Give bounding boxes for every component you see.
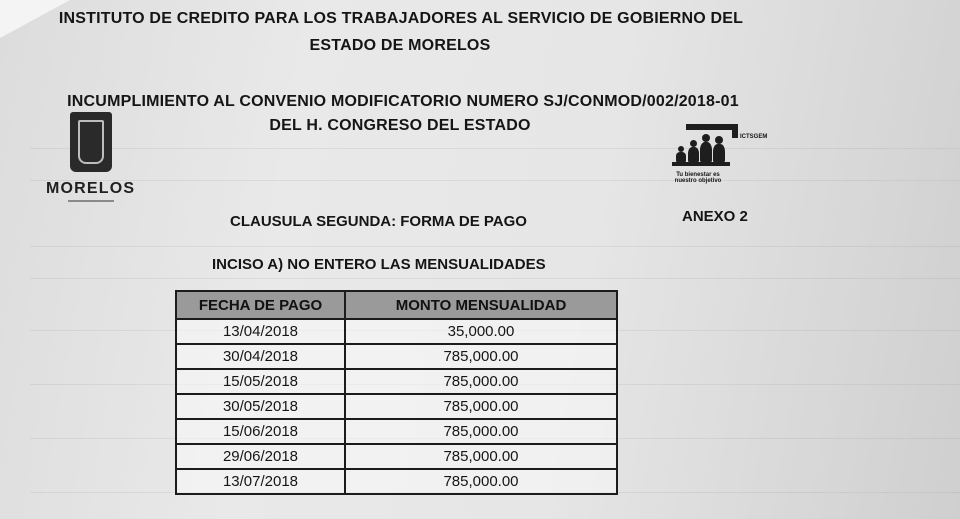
table-row (176, 394, 617, 419)
cell-monto: 35,000.00 (345, 319, 617, 344)
header-monto-mensualidad: MONTO MENSUALIDAD (345, 291, 617, 319)
table-row (176, 469, 617, 494)
rule-line (30, 246, 960, 247)
payments-table (175, 290, 616, 495)
cell-monto: 785,000.00 (345, 419, 617, 444)
cell-fecha: 13/07/2018 (176, 469, 345, 494)
header-line-3: INCUMPLIMIENTO AL CONVENIO MODIFICATORIO NUMERO SJ/CONMOD/002/2018-01 (67, 93, 739, 110)
rule-line (30, 278, 960, 279)
cell-fecha: 30/04/2018 (176, 344, 345, 369)
cell-fecha: 13/04/2018 (176, 319, 345, 344)
morelos-logo-text: MORELOS (46, 180, 136, 197)
cell-fecha: 30/05/2018 (176, 394, 345, 419)
cell-monto: 785,000.00 (345, 469, 617, 494)
cell-fecha: 15/05/2018 (176, 369, 345, 394)
anexo-label: ANEXO 2 (682, 208, 748, 225)
header-line-4: DEL H. CONGRESO DEL ESTADO (269, 117, 531, 134)
inciso-title: INCISO A) NO ENTERO LAS MENSUALIDADES (212, 256, 546, 273)
rule-line (30, 180, 960, 181)
morelos-logo (46, 112, 146, 204)
icteem-tagline: Tu bienestar es nuestro objetivo (674, 172, 722, 184)
clausula-title: CLAUSULA SEGUNDA: FORMA DE PAGO (230, 213, 527, 230)
table-row (176, 419, 617, 444)
table-header-row (176, 291, 617, 319)
morelos-logo-underline (68, 200, 114, 202)
header-line-1: INSTITUTO DE CREDITO PARA LOS TRABAJADORES AL SERVICIO DE GOBIERNO DEL (58, 10, 744, 27)
cell-monto: 785,000.00 (345, 394, 617, 419)
cell-fecha: 15/06/2018 (176, 419, 345, 444)
table-row (176, 319, 617, 344)
table-row (176, 444, 617, 469)
cell-fecha: 29/06/2018 (176, 444, 345, 469)
table-row (176, 344, 617, 369)
rule-line (30, 148, 960, 149)
cell-monto: 785,000.00 (345, 344, 617, 369)
header-line-2: ESTADO DE MORELOS (309, 37, 491, 54)
icteem-vertical-text: ICTSGEM (740, 134, 768, 140)
header-fecha-de-pago: FECHA DE PAGO (176, 291, 345, 319)
cell-monto: 785,000.00 (345, 369, 617, 394)
cell-monto: 785,000.00 (345, 444, 617, 469)
table-row (176, 369, 617, 394)
morelos-coat-of-arms-icon (70, 112, 112, 172)
icteem-logo (668, 124, 768, 196)
